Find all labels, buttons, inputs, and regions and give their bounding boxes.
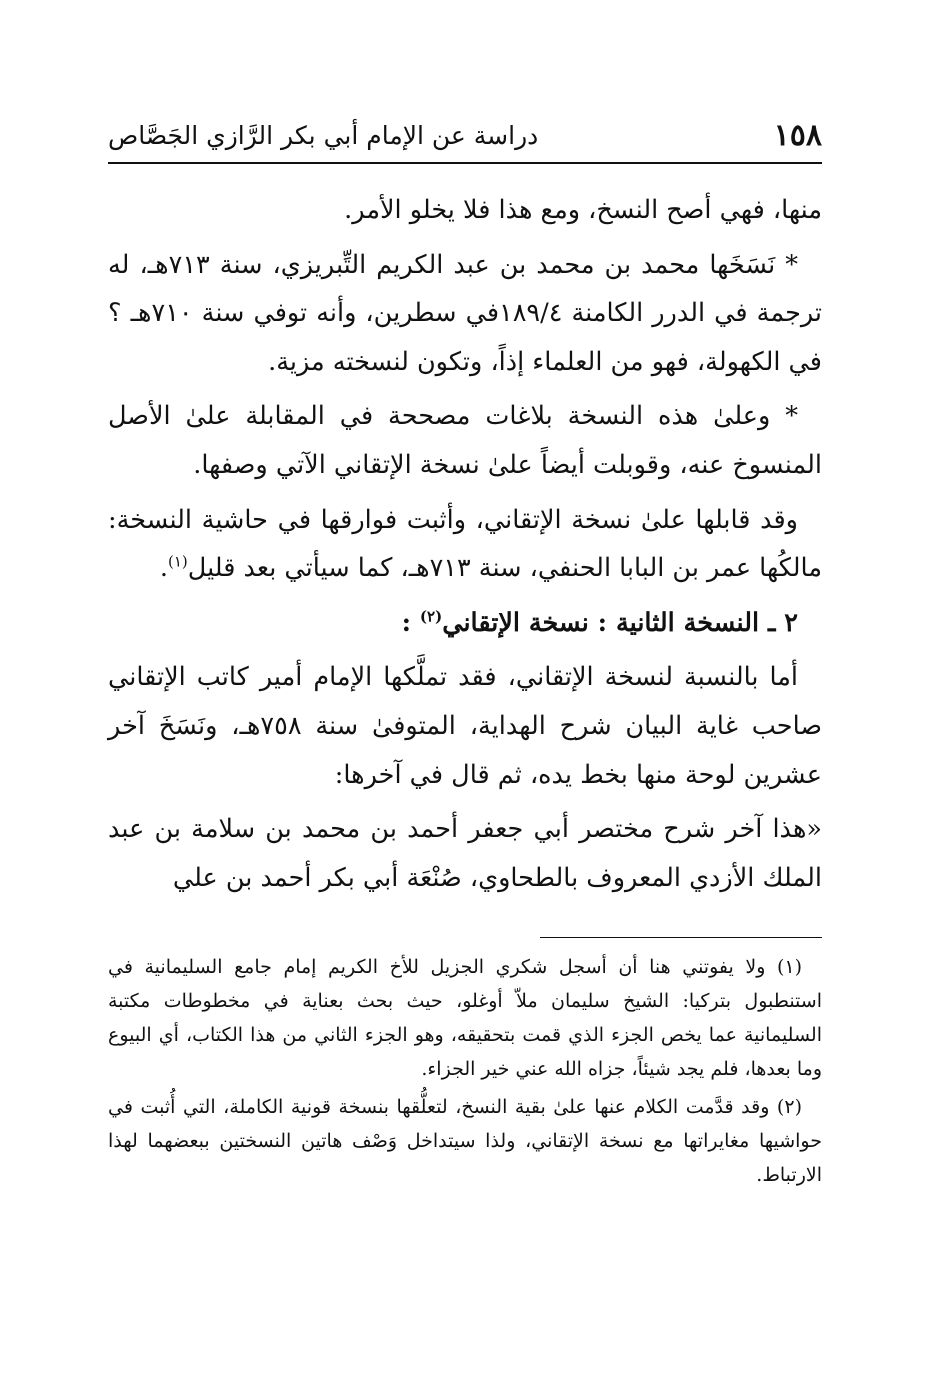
header-rule [108, 162, 822, 164]
footnote-separator [540, 937, 822, 938]
section-heading-text: ٢ ـ النسخة الثانية : نسخة الإتقاني [442, 607, 798, 638]
running-title: دراسة عن الإمام أبي بكر الرَّازي الجَصَّاص [108, 120, 539, 150]
paragraph-4-text: وقد قابلها علىٰ نسخة الإتقاني، وأثبت فوارقها في حاشية النسخة: مالكُها عمر بن البابا الحنفي، سنة ٧١٣هـ، كما سيأتي بعد قليل [108, 504, 822, 584]
footnote-ref-2: (٢) [419, 607, 443, 626]
section-heading [108, 599, 822, 648]
paragraph-4 [108, 496, 822, 593]
page-number: ١٥٨ [773, 117, 822, 153]
paragraph-4-end: . [159, 553, 168, 584]
paragraph-2: * نَسَخَها محمد بن محمد بن عبد الكريم التِّبريزي، سنة ٧١٣هـ، له ترجمة في الدرر الكامنة ١٨٩/٤في سطرين، وأنه توفي سنة ٧١٠هـ ؟ في الكهولة، فهو من العلماء إذاً، وتكون لنسخته مزية. [108, 249, 822, 377]
paragraph-5: أما بالنسبة لنسخة الإتقاني، فقد تملَّكها الإمام أمير كاتب الإتقاني صاحب غاية البيان شرح الهداية، المتوفىٰ سنة ٧٥٨هـ، ونَسَخَ آخر عشرين لوحة منها بخط يده، ثم قال في آخرها: [108, 662, 822, 790]
footnote-ref-1: (١) [168, 552, 188, 571]
paragraph-3: * وعلىٰ هذه النسخة بلاغات مصححة في المقابلة علىٰ الأصل المنسوخ عنه، وقوبلت أيضاً علىٰ نسخة الإتقاني الآتي وصفها. [108, 401, 822, 480]
paragraph-6-quote: «هذا آخر شرح مختصر أبي جعفر أحمد بن محمد بن سلامة بن عبد الملك الأزدي المعروف بالطحاوي، صُنْعَة أبي بكر أحمد بن علي [108, 814, 822, 893]
footnotes [108, 950, 822, 1192]
paragraph-1: منها، فهي أصح النسخ، ومع هذا فلا يخلو الأمر. [344, 195, 822, 225]
section-heading-end: : [401, 607, 420, 638]
footnote-1: (١) ولا يفوتني هنا أن أسجل شكري الجزيل للأخ الكريم إمام جامع السليمانية في استنطبول بتركيا: الشيخ سليمان ملاّ أوغلو، حيث بحث بعناية في مخطوطات مكتبة السليمانية عما يخص الجزء الذي قمت بتحقيقه، وهو الجزء الثاني من هذا الكتاب، أي البيوع وما بعدها، فلم يجد شيئاً، جزاه الله عني خير الجزاء. [108, 956, 822, 1080]
page-header [108, 112, 822, 158]
footnote-2: (٢) وقد قدَّمت الكلام عنها علىٰ بقية النسخ، لتعلُّقها بنسخة قونية الكاملة، التي أُثبت في حواشيها مغايراتها مع نسخة الإتقاني، ولذا سيتداخل وَصْف هاتين النسختين ببعضهما لهذا الارتباط. [108, 1096, 822, 1186]
main-text [108, 186, 822, 908]
